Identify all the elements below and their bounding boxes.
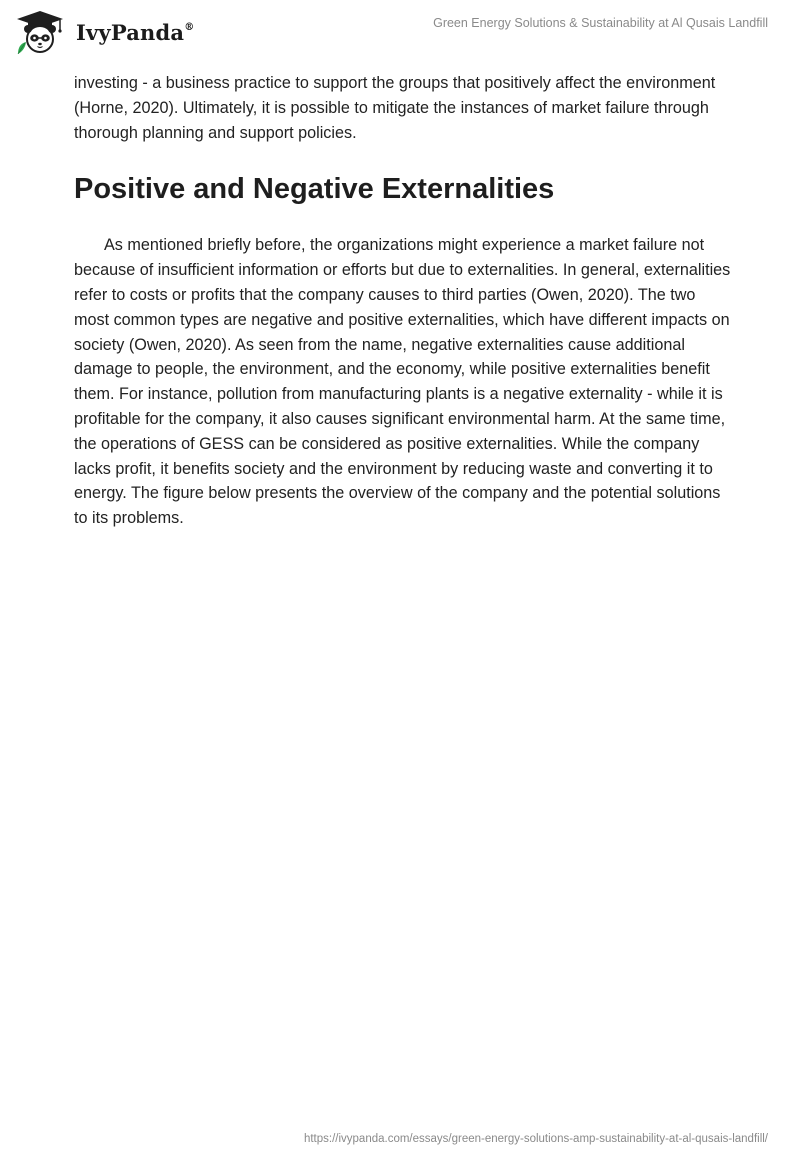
footer-url[interactable]: https://ivypanda.com/essays/green-energy-solutions-amp-sustainability-at-al-qusais-landfill/ — [303, 1133, 768, 1145]
essay-content — [74, 71, 734, 531]
panda-logo-icon — [14, 10, 66, 54]
section-heading: Positive and Negative Externalities — [74, 173, 555, 206]
intro-paragraph: investing - a business practice to support the groups that positively affect the environment (Horne, 2020). Ultimately, it is possible to mitigate the instances of market failure through thorough planning and support policies. — [74, 74, 716, 142]
brand-name — [76, 20, 194, 45]
body-paragraph: As mentioned briefly before, the organizations might experience a market failure not because of insufficient information or efforts but due to externalities. In general, externalities refer to costs or profits that the company causes to third parties (Owen, 2020). The two most common types are negative and positive externalities, which have different impacts on society (Owen, 2020). As seen from the name, negative externalities cause additional damage to people, the environment, and the economy, while positive externalities benefit them. For instance, pollution from manufacturing plants is a negative externality - while it is profitable for the company, it also causes significant environmental harm. At the same time, the operations of GESS can be considered as positive externalities. While the company lacks profit, it benefits society and the environment by reducing waste and converting it to energy. The figure below presents the overview of the company and the potential solutions to its problems. — [74, 236, 731, 528]
registered-mark: ® — [184, 21, 195, 33]
brand-name-text: IvyPanda — [76, 19, 185, 45]
running-title: Green Energy Solutions & Sustainability at Al Qusais Landfill — [433, 16, 768, 30]
page-header — [0, 0, 800, 70]
brand-logo[interactable] — [14, 10, 194, 54]
